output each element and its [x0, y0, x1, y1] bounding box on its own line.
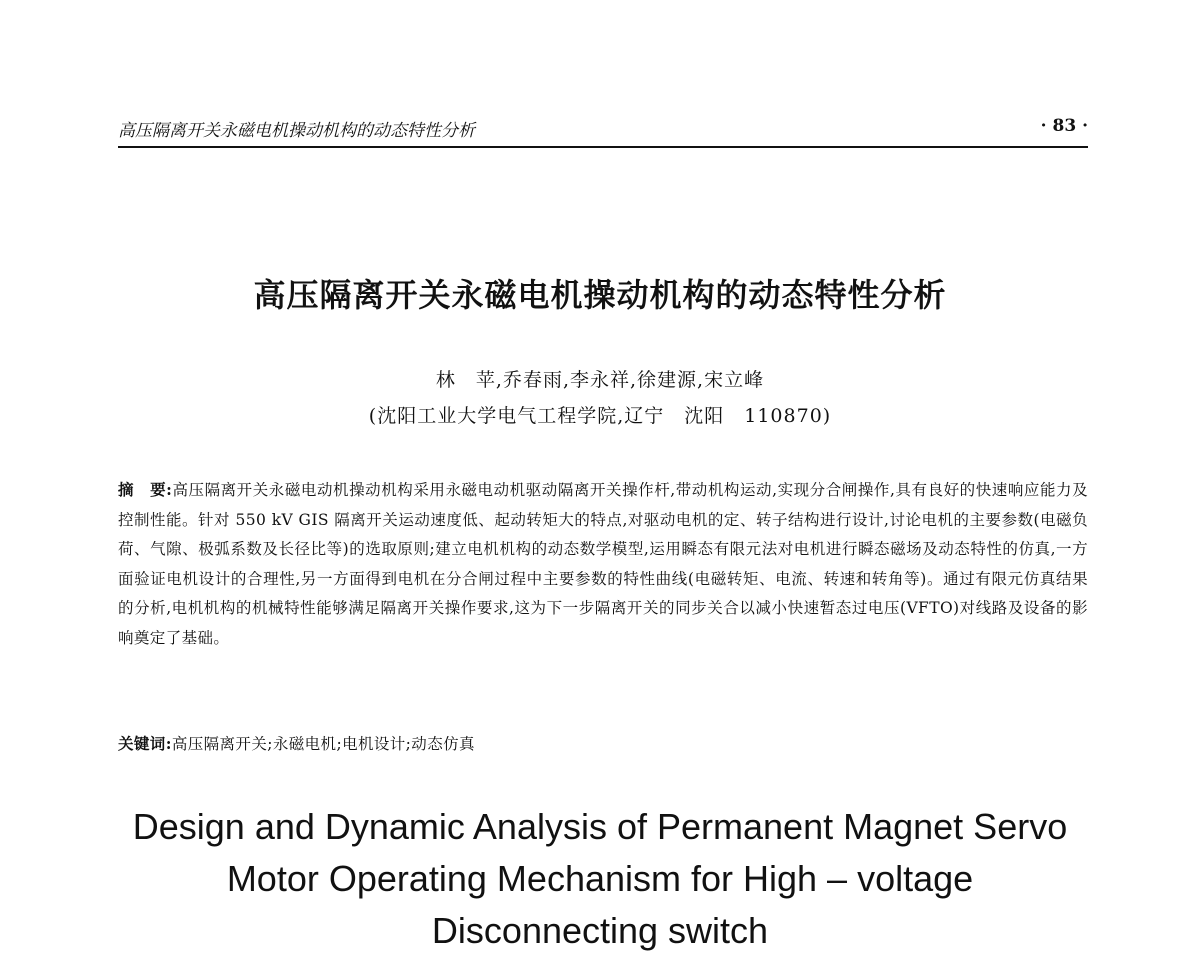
keywords: [118, 729, 1088, 760]
keywords-label: 关键词:: [118, 734, 172, 753]
author-list: 林 苹,乔春雨,李永祥,徐建源,宋立峰: [435, 369, 765, 391]
running-title: 高压隔离开关永磁电机操动机构的动态特性分析: [118, 121, 475, 141]
page-number: · 83 ·: [1040, 116, 1088, 136]
abstract-text: 高压隔离开关永磁电动机操动机构采用永磁电动机驱动隔离开关操作杆,带动机构运动,实现分合闸操作,具有良好的快速响应能力及控制性能。针对 550 kV GIS 隔离开关运动速度低、起动转矩大的特点,对驱动电机的定、转子结构进行设计,讨论电机的主要参数(电磁负荷、气隙、极弧系数及长径比等)的选取原则;建立电机机构的动态数学模型,运用瞬态有限元法对电机进行瞬态磁场及动态特性的仿真,一方面验证电机设计的合理性,另一方面得到电机在分合闸过程中主要参数的特性曲线(电磁转矩、电流、转速和转角等)。通过有限元仿真结果的分析,电机机构的机械特性能够满足隔离开关操作要求,这为下一步隔离开关的同步关合以减小快速暂态过电压(VFTO)对线路及设备的影响奠定了基础。: [118, 481, 1088, 647]
abstract: [118, 475, 1088, 653]
keywords-text: 高压隔离开关;永磁电机;电机设计;动态仿真: [171, 735, 475, 753]
author-affiliation: (沈阳工业大学电气工程学院,辽宁 沈阳 110870): [368, 405, 832, 427]
article-title-chinese: 高压隔离开关永磁电机操动机构的动态特性分析: [253, 276, 947, 314]
abstract-label: 摘 要:: [118, 480, 173, 499]
article-title-english: Design and Dynamic Analysis of Permanent Magnet Servo Motor Operating Mechanism for High – voltage Disconnecting switch: [132, 806, 1068, 951]
running-header: [118, 114, 1088, 148]
